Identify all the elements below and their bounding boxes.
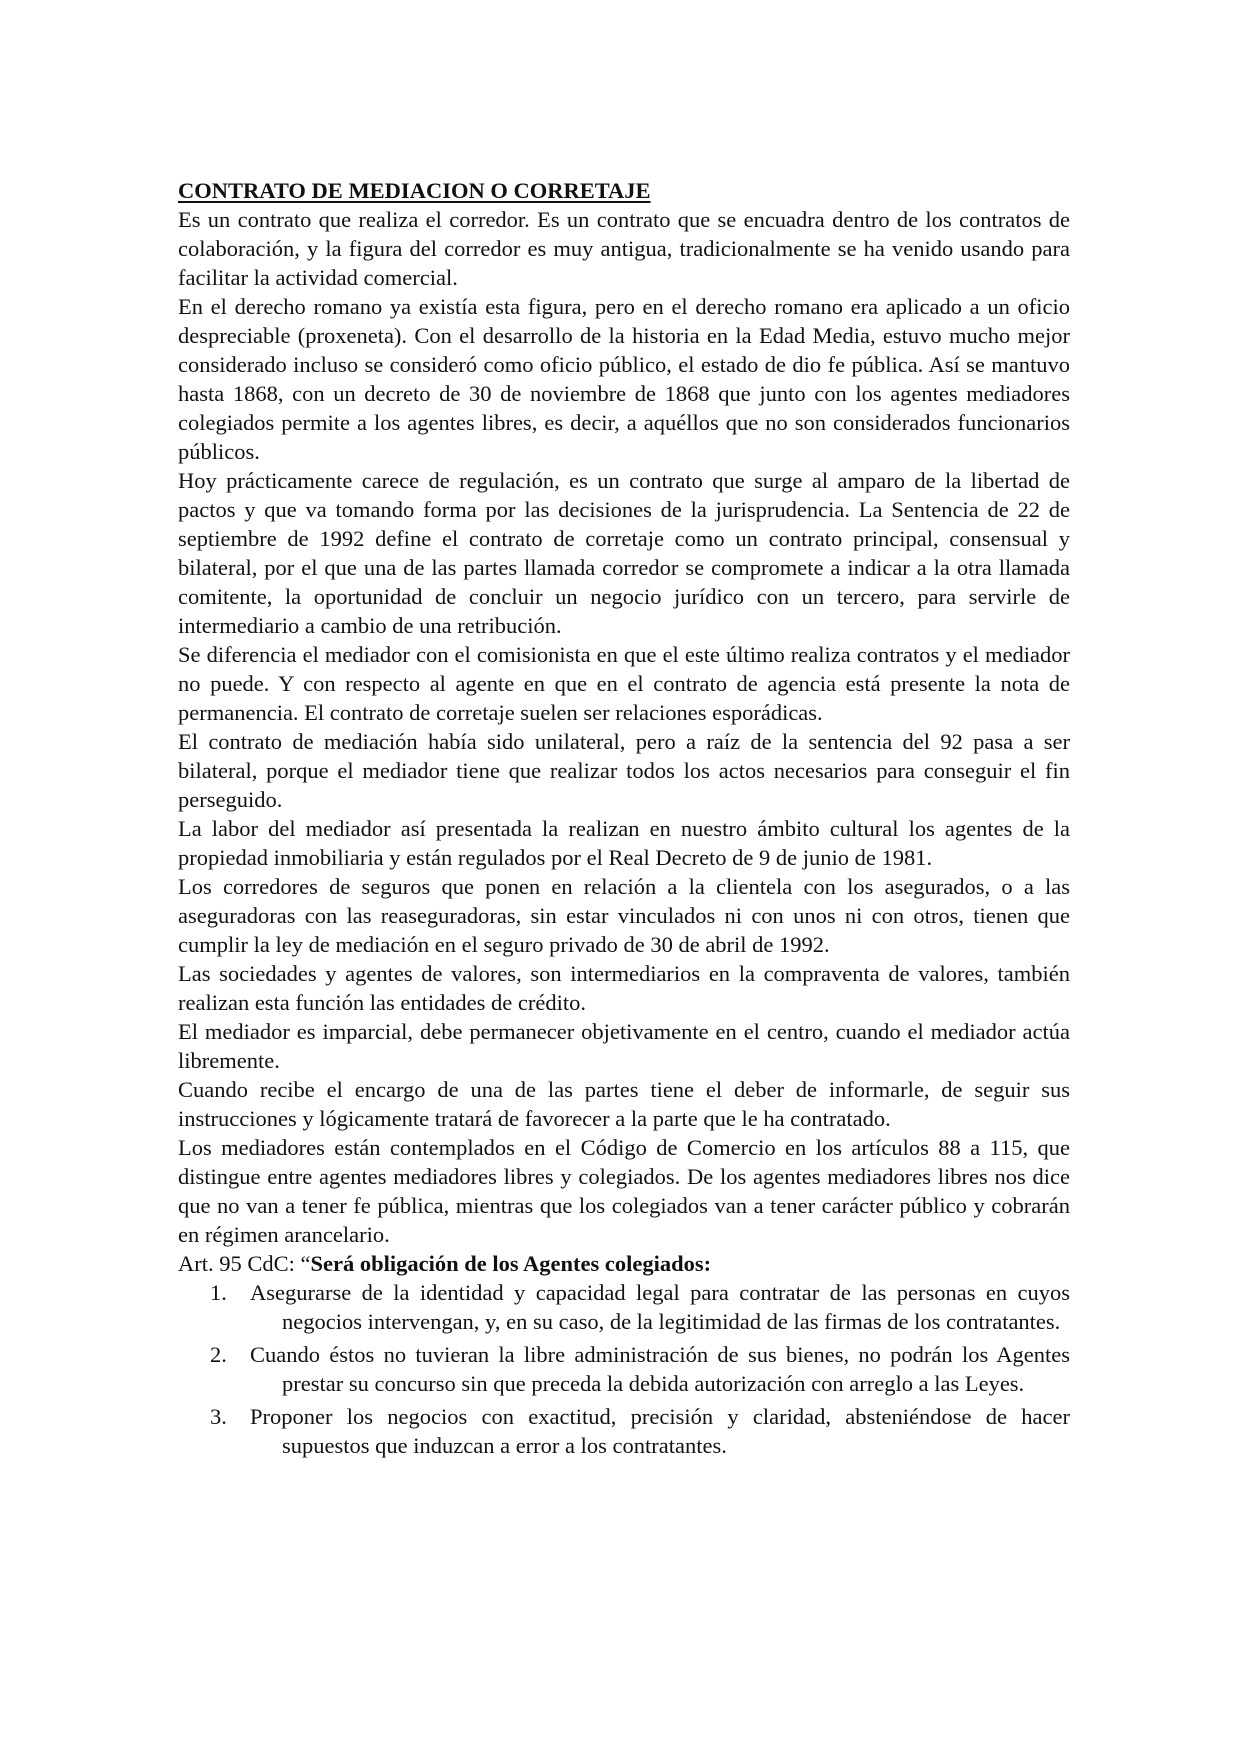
paragraph: El contrato de mediación había sido unilateral, pero a raíz de la sentencia del 92 pasa a ser bilateral, porque el mediador tiene que realizar todos los actos necesarios para conseguir el fin perseguido. <box>178 729 1070 812</box>
paragraph: En el derecho romano ya existía esta figura, pero en el derecho romano era aplicado a un oficio despreciable (proxeneta). Con el desarrollo de la historia en la Edad Media, estuvo mucho mejor considerado incluso se consideró como oficio público, el estado de dio fe pública. Así se mantuvo hasta 1868, con un decreto de 30 de noviembre de 1868 que junto con los agentes mediadores colegiados permite a los agentes libres, es decir, a aquéllos que no son considerados funcionarios públicos. <box>178 294 1070 464</box>
paragraph: Las sociedades y agentes de valores, son intermediarios en la compraventa de valores, también realizan esta función las entidades de crédito. <box>178 961 1070 1015</box>
paragraph: El mediador es imparcial, debe permanecer objetivamente en el centro, cuando el mediador actúa libremente. <box>178 1019 1070 1073</box>
list-item <box>178 1340 1070 1398</box>
article-heading: Será obligación de los Agentes colegiados: <box>310 1251 712 1276</box>
obligations-list <box>178 1278 1070 1460</box>
list-item-text: Proponer los negocios con exactitud, precisión y claridad, absteniéndose de hacer supuestos que induzcan a error a los contratantes. <box>250 1404 1070 1458</box>
paragraph: Los mediadores están contemplados en el Código de Comercio en los artículos 88 a 115, que distingue entre agentes mediadores libres y colegiados. De los agentes mediadores libres nos dice que no van a tener fe pública, mientras que los colegiados van a tener carácter público y cobrarán en régimen arancelario. <box>178 1135 1070 1247</box>
paragraph: La labor del mediador así presentada la realizan en nuestro ámbito cultural los agentes de la propiedad inmobiliaria y están regulados por el Real Decreto de 9 de junio de 1981. <box>178 816 1070 870</box>
document-title: CONTRATO DE MEDIACION O CORRETAJE <box>178 178 651 203</box>
list-item-number: 1. <box>210 1280 227 1305</box>
paragraph: Cuando recibe el encargo de una de las partes tiene el deber de informarle, de seguir sus instrucciones y lógicamente tratará de favorecer a la parte que le ha contratado. <box>178 1077 1070 1131</box>
paragraph: Los corredores de seguros que ponen en relación a la clientela con los asegurados, o a las aseguradoras con las reaseguradoras, sin estar vinculados ni con unos ni con otros, tienen que cumplir la ley de mediación en el seguro privado de 30 de abril de 1992. <box>178 874 1070 957</box>
list-item <box>178 1278 1070 1336</box>
list-item-number: 2. <box>210 1342 227 1367</box>
list-item-text: Cuando éstos no tuvieran la libre administración de sus bienes, no podrán los Agentes prestar su concurso sin que preceda la debida autorización con arreglo a las Leyes. <box>250 1342 1070 1396</box>
article-prefix: Art. 95 CdC: “ <box>178 1251 311 1276</box>
list-item-text: Asegurarse de la identidad y capacidad legal para contratar de las personas en cuyos negocios intervengan, y, en su caso, de la legitimidad de las firmas de los contratantes. <box>250 1280 1070 1334</box>
paragraph: Es un contrato que realiza el corredor. Es un contrato que se encuadra dentro de los contratos de colaboración, y la figura del corredor es muy antigua, tradicionalmente se ha venido usando para facilitar la actividad comercial. <box>178 207 1070 290</box>
paragraph: Se diferencia el mediador con el comisionista en que el este último realiza contratos y el mediador no puede. Y con respecto al agente en que en el contrato de agencia está presente la nota de permanencia. El contrato de corretaje suelen ser relaciones esporádicas. <box>178 642 1070 725</box>
paragraph: Hoy prácticamente carece de regulación, es un contrato que surge al amparo de la libertad de pactos y que va tomando forma por las decisiones de la jurisprudencia. La Sentencia de 22 de septiembre de 1992 define el contrato de corretaje como un contrato principal, consensual y bilateral, por el que una de las partes llamada corredor se compromete a indicar a la otra llamada comitente, la oportunidad de concluir un negocio jurídico con un tercero, para servirle de intermediario a cambio de una retribución. <box>178 468 1070 638</box>
document-page <box>178 176 1070 1464</box>
article-reference <box>178 1249 1070 1278</box>
list-item <box>178 1402 1070 1460</box>
list-item-number: 3. <box>210 1404 227 1429</box>
